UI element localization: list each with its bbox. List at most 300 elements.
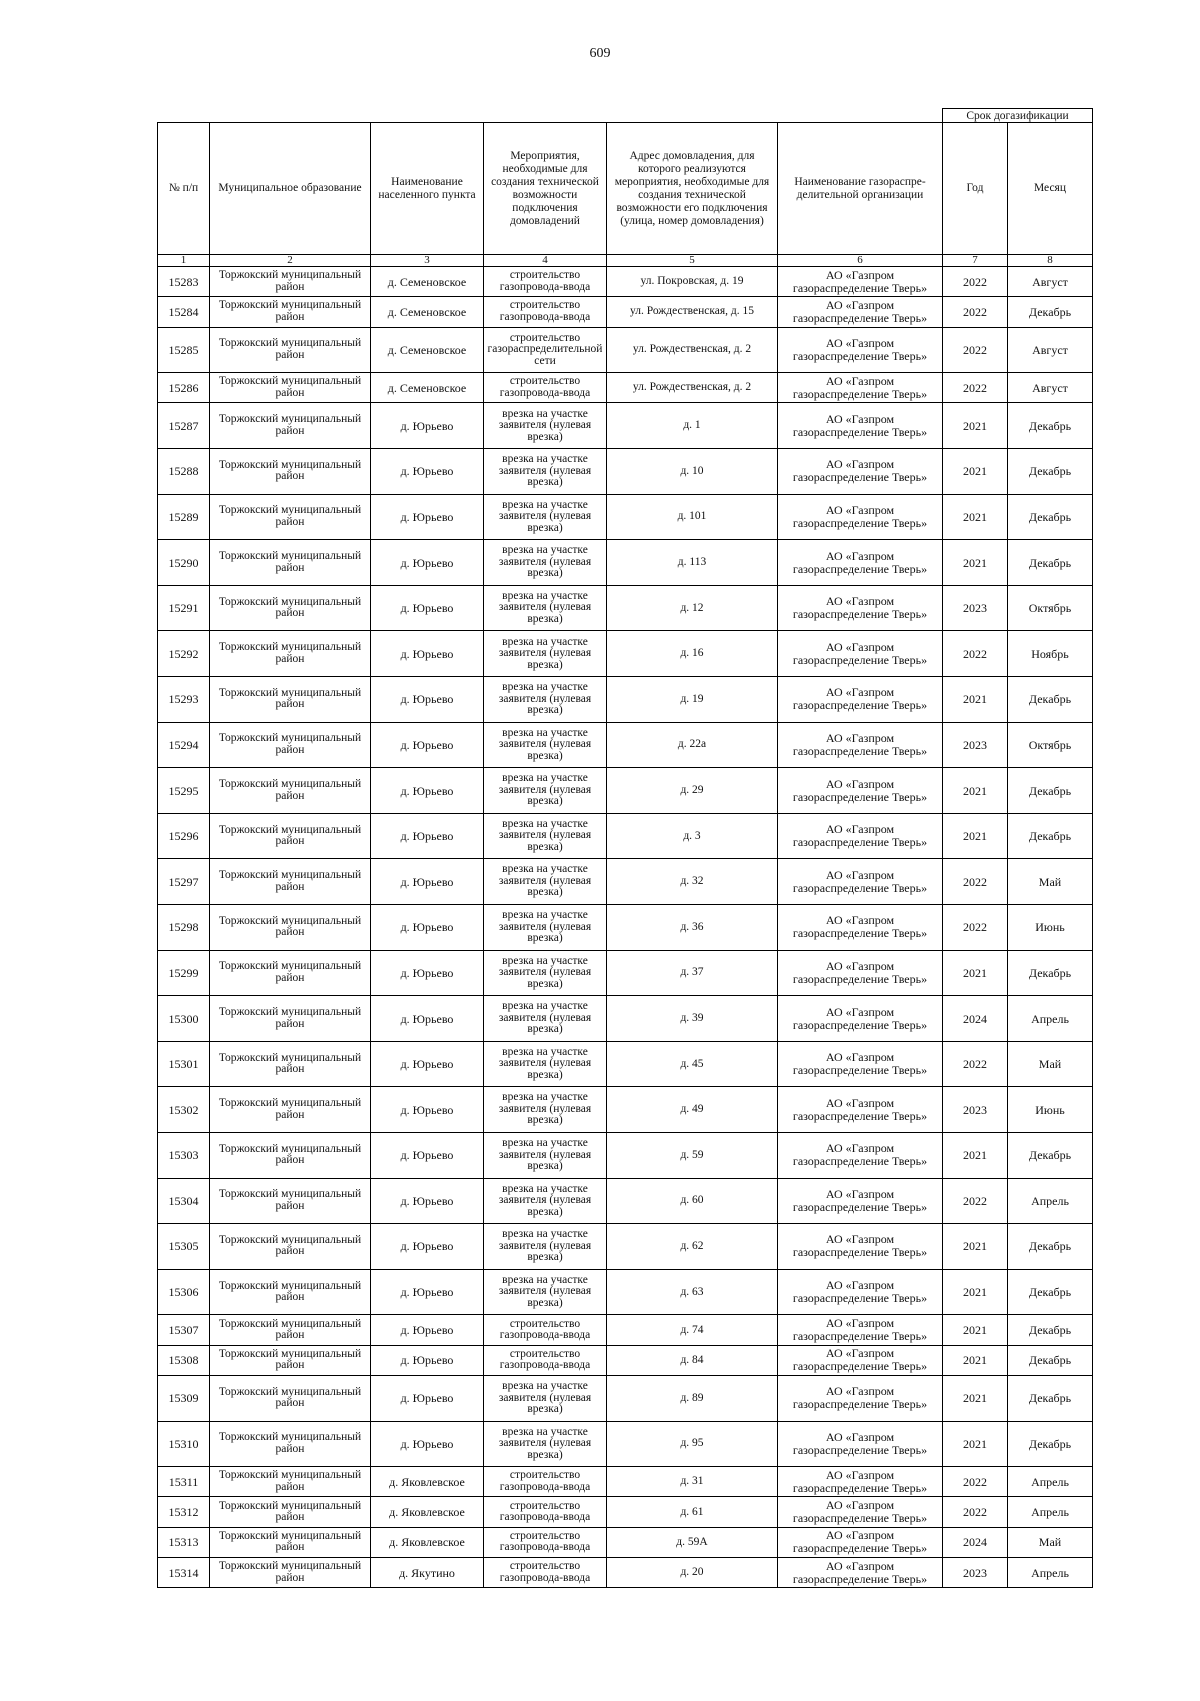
organization-cell: АО «Газпром газораспределение Тверь» bbox=[778, 297, 943, 327]
municipality-cell: Торжокский муниципальный район bbox=[210, 267, 371, 297]
month-cell: Декабрь bbox=[1008, 494, 1093, 540]
header-municipality: Муниципальное образование bbox=[210, 123, 371, 255]
row-number-cell: 15285 bbox=[158, 327, 210, 373]
month-cell: Декабрь bbox=[1008, 677, 1093, 723]
year-cell: 2021 bbox=[943, 950, 1008, 996]
address-cell: д. 74 bbox=[607, 1315, 778, 1345]
year-cell: 2022 bbox=[943, 327, 1008, 373]
municipality-cell: Торжокский муниципальный район bbox=[210, 905, 371, 951]
year-cell: 2021 bbox=[943, 1224, 1008, 1270]
table-row bbox=[158, 631, 1093, 677]
header-row-top bbox=[158, 109, 1093, 123]
municipality-cell: Торжокский муниципальный район bbox=[210, 1269, 371, 1315]
year-cell: 2024 bbox=[943, 996, 1008, 1042]
month-cell: Декабрь bbox=[1008, 1269, 1093, 1315]
year-cell: 2021 bbox=[943, 1375, 1008, 1421]
settlement-cell: д. Юрьево bbox=[371, 722, 484, 768]
page-number: 609 bbox=[589, 46, 611, 61]
month-cell: Август bbox=[1008, 327, 1093, 373]
settlement-cell: д. Яковлевское bbox=[371, 1497, 484, 1527]
table-row bbox=[158, 1087, 1093, 1133]
measure-cell: строительство газопровода-ввода bbox=[484, 373, 607, 403]
municipality-cell: Торжокский муниципальный район bbox=[210, 1375, 371, 1421]
row-number-cell: 15301 bbox=[158, 1041, 210, 1087]
month-cell: Декабрь bbox=[1008, 1375, 1093, 1421]
address-cell: д. 45 bbox=[607, 1041, 778, 1087]
table-row bbox=[158, 540, 1093, 586]
measure-cell: строительство газораспределительной сети bbox=[484, 327, 607, 373]
measure-cell: строительство газопровода-ввода bbox=[484, 1527, 607, 1557]
table-row bbox=[158, 996, 1093, 1042]
year-cell: 2022 bbox=[943, 1041, 1008, 1087]
address-cell: ул. Рождественская, д. 2 bbox=[607, 327, 778, 373]
table-row bbox=[158, 722, 1093, 768]
month-cell: Декабрь bbox=[1008, 813, 1093, 859]
municipality-cell: Торжокский муниципальный район bbox=[210, 373, 371, 403]
address-cell: д. 10 bbox=[607, 449, 778, 495]
address-cell: д. 59 bbox=[607, 1132, 778, 1178]
table-body bbox=[158, 267, 1093, 1588]
row-number-cell: 15284 bbox=[158, 297, 210, 327]
measure-cell: врезка на участке заявителя (нулевая врезка) bbox=[484, 1041, 607, 1087]
address-cell: д. 101 bbox=[607, 494, 778, 540]
column-number-label: 1 bbox=[158, 255, 210, 267]
row-number-cell: 15299 bbox=[158, 950, 210, 996]
organization-cell: АО «Газпром газораспределение Тверь» bbox=[778, 1041, 943, 1087]
month-cell: Октябрь bbox=[1008, 585, 1093, 631]
settlement-cell: д. Юрьево bbox=[371, 950, 484, 996]
municipality-cell: Торжокский муниципальный район bbox=[210, 1087, 371, 1133]
organization-cell: АО «Газпром газораспределение Тверь» bbox=[778, 585, 943, 631]
table-row bbox=[158, 373, 1093, 403]
organization-cell: АО «Газпром газораспределение Тверь» bbox=[778, 1467, 943, 1497]
measure-cell: врезка на участке заявителя (нулевая врезка) bbox=[484, 540, 607, 586]
row-number-cell: 15289 bbox=[158, 494, 210, 540]
measure-cell: строительство газопровода-ввода bbox=[484, 297, 607, 327]
table-row bbox=[158, 1269, 1093, 1315]
month-cell: Декабрь bbox=[1008, 540, 1093, 586]
column-number-label: 2 bbox=[210, 255, 371, 267]
address-cell: ул. Рождественская, д. 2 bbox=[607, 373, 778, 403]
address-cell: д. 16 bbox=[607, 631, 778, 677]
organization-cell: АО «Газпром газораспределение Тверь» bbox=[778, 1497, 943, 1527]
address-cell: д. 31 bbox=[607, 1467, 778, 1497]
row-number-cell: 15286 bbox=[158, 373, 210, 403]
organization-cell: АО «Газпром газораспределение Тверь» bbox=[778, 1224, 943, 1270]
month-cell: Декабрь bbox=[1008, 449, 1093, 495]
header-year: Год bbox=[943, 123, 1008, 255]
year-cell: 2021 bbox=[943, 813, 1008, 859]
measure-cell: врезка на участке заявителя (нулевая врезка) bbox=[484, 631, 607, 677]
year-cell: 2023 bbox=[943, 585, 1008, 631]
organization-cell: АО «Газпром газораспределение Тверь» bbox=[778, 1315, 943, 1345]
measure-cell: врезка на участке заявителя (нулевая врезка) bbox=[484, 813, 607, 859]
measure-cell: врезка на участке заявителя (нулевая врезка) bbox=[484, 1178, 607, 1224]
table-row bbox=[158, 859, 1093, 905]
row-number-cell: 15306 bbox=[158, 1269, 210, 1315]
address-cell: д. 12 bbox=[607, 585, 778, 631]
settlement-cell: д. Юрьево bbox=[371, 585, 484, 631]
header-number: № п/п bbox=[158, 123, 210, 255]
settlement-cell: д. Юрьево bbox=[371, 1224, 484, 1270]
settlement-cell: д. Юрьево bbox=[371, 1315, 484, 1345]
measure-cell: строительство газопровода-ввода bbox=[484, 1497, 607, 1527]
measure-cell: строительство газопровода-ввода bbox=[484, 1558, 607, 1588]
municipality-cell: Торжокский муниципальный район bbox=[210, 768, 371, 814]
table-row bbox=[158, 267, 1093, 297]
address-cell: д. 60 bbox=[607, 1178, 778, 1224]
measure-cell: врезка на участке заявителя (нулевая врезка) bbox=[484, 1269, 607, 1315]
row-number-cell: 15290 bbox=[158, 540, 210, 586]
settlement-cell: д. Юрьево bbox=[371, 449, 484, 495]
year-cell: 2022 bbox=[943, 905, 1008, 951]
year-cell: 2021 bbox=[943, 1421, 1008, 1467]
year-cell: 2022 bbox=[943, 1178, 1008, 1224]
municipality-cell: Торжокский муниципальный район bbox=[210, 1467, 371, 1497]
measure-cell: врезка на участке заявителя (нулевая врезка) bbox=[484, 1375, 607, 1421]
address-cell: д. 62 bbox=[607, 1224, 778, 1270]
month-cell: Май bbox=[1008, 859, 1093, 905]
table-row bbox=[158, 327, 1093, 373]
address-cell: д. 39 bbox=[607, 996, 778, 1042]
table-row bbox=[158, 1132, 1093, 1178]
row-number-cell: 15291 bbox=[158, 585, 210, 631]
table-row bbox=[158, 494, 1093, 540]
organization-cell: АО «Газпром газораспределение Тверь» bbox=[778, 373, 943, 403]
header-row-numbers bbox=[158, 255, 1093, 267]
header-organization: Наименование газораспре-делительной организации bbox=[778, 123, 943, 255]
year-cell: 2022 bbox=[943, 859, 1008, 905]
measure-cell: врезка на участке заявителя (нулевая врезка) bbox=[484, 585, 607, 631]
header-row-main bbox=[158, 123, 1093, 255]
municipality-cell: Торжокский муниципальный район bbox=[210, 631, 371, 677]
organization-cell: АО «Газпром газораспределение Тверь» bbox=[778, 1558, 943, 1588]
organization-cell: АО «Газпром газораспределение Тверь» bbox=[778, 996, 943, 1042]
municipality-cell: Торжокский муниципальный район bbox=[210, 585, 371, 631]
address-cell: д. 20 bbox=[607, 1558, 778, 1588]
measure-cell: врезка на участке заявителя (нулевая врезка) bbox=[484, 677, 607, 723]
year-cell: 2021 bbox=[943, 449, 1008, 495]
month-cell: Апрель bbox=[1008, 1467, 1093, 1497]
settlement-cell: д. Юрьево bbox=[371, 1041, 484, 1087]
organization-cell: АО «Газпром газораспределение Тверь» bbox=[778, 1345, 943, 1375]
municipality-cell: Торжокский муниципальный район bbox=[210, 297, 371, 327]
settlement-cell: д. Юрьево bbox=[371, 996, 484, 1042]
settlement-cell: д. Юрьево bbox=[371, 768, 484, 814]
address-cell: д. 32 bbox=[607, 859, 778, 905]
municipality-cell: Торжокский муниципальный район bbox=[210, 950, 371, 996]
measure-cell: врезка на участке заявителя (нулевая врезка) bbox=[484, 449, 607, 495]
month-cell: Декабрь bbox=[1008, 403, 1093, 449]
municipality-cell: Торжокский муниципальный район bbox=[210, 677, 371, 723]
organization-cell: АО «Газпром газораспределение Тверь» bbox=[778, 813, 943, 859]
year-cell: 2021 bbox=[943, 540, 1008, 586]
row-number-cell: 15305 bbox=[158, 1224, 210, 1270]
header-spacer bbox=[158, 109, 943, 123]
year-cell: 2022 bbox=[943, 1467, 1008, 1497]
year-cell: 2021 bbox=[943, 768, 1008, 814]
year-cell: 2022 bbox=[943, 297, 1008, 327]
municipality-cell: Торжокский муниципальный район bbox=[210, 1558, 371, 1588]
address-cell: д. 1 bbox=[607, 403, 778, 449]
row-number-cell: 15288 bbox=[158, 449, 210, 495]
settlement-cell: д. Юрьево bbox=[371, 1345, 484, 1375]
table-row bbox=[158, 449, 1093, 495]
organization-cell: АО «Газпром газораспределение Тверь» bbox=[778, 768, 943, 814]
municipality-cell: Торжокский муниципальный район bbox=[210, 813, 371, 859]
organization-cell: АО «Газпром газораспределение Тверь» bbox=[778, 1421, 943, 1467]
organization-cell: АО «Газпром газораспределение Тверь» bbox=[778, 267, 943, 297]
row-number-cell: 15298 bbox=[158, 905, 210, 951]
row-number-cell: 15313 bbox=[158, 1527, 210, 1557]
measure-cell: врезка на участке заявителя (нулевая врезка) bbox=[484, 996, 607, 1042]
organization-cell: АО «Газпром газораспределение Тверь» bbox=[778, 1527, 943, 1557]
month-cell: Апрель bbox=[1008, 1178, 1093, 1224]
year-cell: 2021 bbox=[943, 677, 1008, 723]
address-cell: ул. Покровская, д. 19 bbox=[607, 267, 778, 297]
municipality-cell: Торжокский муниципальный район bbox=[210, 1497, 371, 1527]
month-cell: Июнь bbox=[1008, 905, 1093, 951]
municipality-cell: Торжокский муниципальный район bbox=[210, 540, 371, 586]
settlement-cell: д. Юрьево bbox=[371, 1375, 484, 1421]
row-number-cell: 15287 bbox=[158, 403, 210, 449]
table-row bbox=[158, 403, 1093, 449]
gasification-table bbox=[157, 108, 1093, 1588]
row-number-cell: 15303 bbox=[158, 1132, 210, 1178]
measure-cell: врезка на участке заявителя (нулевая врезка) bbox=[484, 1421, 607, 1467]
address-cell: д. 89 bbox=[607, 1375, 778, 1421]
table-row bbox=[158, 1041, 1093, 1087]
settlement-cell: д. Юрьево bbox=[371, 1178, 484, 1224]
month-cell: Декабрь bbox=[1008, 1421, 1093, 1467]
measure-cell: врезка на участке заявителя (нулевая врезка) bbox=[484, 905, 607, 951]
address-cell: д. 84 bbox=[607, 1345, 778, 1375]
table-row bbox=[158, 768, 1093, 814]
column-number-label: 4 bbox=[484, 255, 607, 267]
measure-cell: строительство газопровода-ввода bbox=[484, 1315, 607, 1345]
measure-cell: строительство газопровода-ввода bbox=[484, 1467, 607, 1497]
address-cell: д. 59А bbox=[607, 1527, 778, 1557]
month-cell: Декабрь bbox=[1008, 1315, 1093, 1345]
table-row bbox=[158, 677, 1093, 723]
organization-cell: АО «Газпром газораспределение Тверь» bbox=[778, 403, 943, 449]
organization-cell: АО «Газпром газораспределение Тверь» bbox=[778, 494, 943, 540]
month-cell: Октябрь bbox=[1008, 722, 1093, 768]
organization-cell: АО «Газпром газораспределение Тверь» bbox=[778, 449, 943, 495]
row-number-cell: 15295 bbox=[158, 768, 210, 814]
settlement-cell: д. Семеновское bbox=[371, 327, 484, 373]
table-row bbox=[158, 1315, 1093, 1345]
organization-cell: АО «Газпром газораспределение Тверь» bbox=[778, 1178, 943, 1224]
address-cell: д. 113 bbox=[607, 540, 778, 586]
year-cell: 2021 bbox=[943, 494, 1008, 540]
municipality-cell: Торжокский муниципальный район bbox=[210, 1345, 371, 1375]
year-cell: 2022 bbox=[943, 631, 1008, 677]
header-month: Месяц bbox=[1008, 123, 1093, 255]
row-number-cell: 15293 bbox=[158, 677, 210, 723]
month-cell: Май bbox=[1008, 1041, 1093, 1087]
month-cell: Август bbox=[1008, 267, 1093, 297]
column-number-label: 8 bbox=[1008, 255, 1093, 267]
organization-cell: АО «Газпром газораспределение Тверь» bbox=[778, 327, 943, 373]
municipality-cell: Торжокский муниципальный район bbox=[210, 449, 371, 495]
organization-cell: АО «Газпром газораспределение Тверь» bbox=[778, 1269, 943, 1315]
address-cell: д. 49 bbox=[607, 1087, 778, 1133]
table-row bbox=[158, 1178, 1093, 1224]
column-number-label: 5 bbox=[607, 255, 778, 267]
settlement-cell: д. Юрьево bbox=[371, 1132, 484, 1178]
settlement-cell: д. Юрьево bbox=[371, 1269, 484, 1315]
settlement-cell: д. Семеновское bbox=[371, 297, 484, 327]
address-cell: д. 95 bbox=[607, 1421, 778, 1467]
municipality-cell: Торжокский муниципальный район bbox=[210, 996, 371, 1042]
organization-cell: АО «Газпром газораспределение Тверь» bbox=[778, 1132, 943, 1178]
year-cell: 2021 bbox=[943, 403, 1008, 449]
header-address: Адрес домовладения, для которого реализуются мероприятия, необходимые для создания технической возможности его подключения (улица, номер домовладения) bbox=[607, 123, 778, 255]
year-cell: 2021 bbox=[943, 1132, 1008, 1178]
row-number-cell: 15310 bbox=[158, 1421, 210, 1467]
table-row bbox=[158, 905, 1093, 951]
measure-cell: врезка на участке заявителя (нулевая врезка) bbox=[484, 403, 607, 449]
row-number-cell: 15302 bbox=[158, 1087, 210, 1133]
year-cell: 2022 bbox=[943, 1497, 1008, 1527]
header-settlement: Наименование населенного пункта bbox=[371, 123, 484, 255]
measure-cell: врезка на участке заявителя (нулевая врезка) bbox=[484, 1087, 607, 1133]
row-number-cell: 15308 bbox=[158, 1345, 210, 1375]
municipality-cell: Торжокский муниципальный район bbox=[210, 494, 371, 540]
settlement-cell: д. Юрьево bbox=[371, 677, 484, 723]
organization-cell: АО «Газпром газораспределение Тверь» bbox=[778, 677, 943, 723]
column-number-label: 7 bbox=[943, 255, 1008, 267]
organization-cell: АО «Газпром газораспределение Тверь» bbox=[778, 631, 943, 677]
year-cell: 2024 bbox=[943, 1527, 1008, 1557]
row-number-cell: 15300 bbox=[158, 996, 210, 1042]
settlement-cell: д. Яковлевское bbox=[371, 1467, 484, 1497]
table-row bbox=[158, 1467, 1093, 1497]
municipality-cell: Торжокский муниципальный район bbox=[210, 327, 371, 373]
settlement-cell: д. Юрьево bbox=[371, 631, 484, 677]
table-row bbox=[158, 1497, 1093, 1527]
municipality-cell: Торжокский муниципальный район bbox=[210, 1315, 371, 1345]
year-cell: 2021 bbox=[943, 1345, 1008, 1375]
settlement-cell: д. Юрьево bbox=[371, 494, 484, 540]
measure-cell: строительство газопровода-ввода bbox=[484, 267, 607, 297]
measure-cell: врезка на участке заявителя (нулевая врезка) bbox=[484, 494, 607, 540]
municipality-cell: Торжокский муниципальный район bbox=[210, 859, 371, 905]
organization-cell: АО «Газпром газораспределение Тверь» bbox=[778, 1375, 943, 1421]
month-cell: Декабрь bbox=[1008, 1132, 1093, 1178]
year-cell: 2023 bbox=[943, 1558, 1008, 1588]
municipality-cell: Торжокский муниципальный район bbox=[210, 1527, 371, 1557]
month-cell: Август bbox=[1008, 373, 1093, 403]
header-measures: Мероприятия, необходимые для создания технической возможности подключения домовладений bbox=[484, 123, 607, 255]
table-row bbox=[158, 1375, 1093, 1421]
row-number-cell: 15304 bbox=[158, 1178, 210, 1224]
settlement-cell: д. Юрьево bbox=[371, 1421, 484, 1467]
municipality-cell: Торжокский муниципальный район bbox=[210, 1178, 371, 1224]
organization-cell: АО «Газпром газораспределение Тверь» bbox=[778, 950, 943, 996]
measure-cell: врезка на участке заявителя (нулевая врезка) bbox=[484, 1132, 607, 1178]
row-number-cell: 15296 bbox=[158, 813, 210, 859]
organization-cell: АО «Газпром газораспределение Тверь» bbox=[778, 1087, 943, 1133]
row-number-cell: 15294 bbox=[158, 722, 210, 768]
settlement-cell: д. Юрьево bbox=[371, 403, 484, 449]
municipality-cell: Торжокский муниципальный район bbox=[210, 722, 371, 768]
municipality-cell: Торжокский муниципальный район bbox=[210, 1132, 371, 1178]
organization-cell: АО «Газпром газораспределение Тверь» bbox=[778, 722, 943, 768]
settlement-cell: д. Юрьево bbox=[371, 859, 484, 905]
row-number-cell: 15311 bbox=[158, 1467, 210, 1497]
header-deadline-group: Срок догазификации bbox=[943, 109, 1093, 123]
address-cell: д. 37 bbox=[607, 950, 778, 996]
month-cell: Апрель bbox=[1008, 996, 1093, 1042]
organization-cell: АО «Газпром газораспределение Тверь» bbox=[778, 540, 943, 586]
address-cell: д. 19 bbox=[607, 677, 778, 723]
month-cell: Май bbox=[1008, 1527, 1093, 1557]
settlement-cell: д. Семеновское bbox=[371, 267, 484, 297]
month-cell: Декабрь bbox=[1008, 297, 1093, 327]
table-row bbox=[158, 1527, 1093, 1557]
settlement-cell: д. Яковлевское bbox=[371, 1527, 484, 1557]
year-cell: 2022 bbox=[943, 267, 1008, 297]
settlement-cell: д. Якутино bbox=[371, 1558, 484, 1588]
organization-cell: АО «Газпром газораспределение Тверь» bbox=[778, 905, 943, 951]
month-cell: Декабрь bbox=[1008, 768, 1093, 814]
measure-cell: врезка на участке заявителя (нулевая врезка) bbox=[484, 950, 607, 996]
year-cell: 2021 bbox=[943, 1269, 1008, 1315]
table-row bbox=[158, 950, 1093, 996]
month-cell: Декабрь bbox=[1008, 1224, 1093, 1270]
measure-cell: врезка на участке заявителя (нулевая врезка) bbox=[484, 1224, 607, 1270]
column-number-label: 3 bbox=[371, 255, 484, 267]
table-row bbox=[158, 297, 1093, 327]
month-cell: Апрель bbox=[1008, 1558, 1093, 1588]
settlement-cell: д. Юрьево bbox=[371, 813, 484, 859]
address-cell: д. 29 bbox=[607, 768, 778, 814]
row-number-cell: 15309 bbox=[158, 1375, 210, 1421]
measure-cell: врезка на участке заявителя (нулевая врезка) bbox=[484, 859, 607, 905]
table-row bbox=[158, 1421, 1093, 1467]
row-number-cell: 15307 bbox=[158, 1315, 210, 1345]
row-number-cell: 15297 bbox=[158, 859, 210, 905]
column-number-label: 6 bbox=[778, 255, 943, 267]
month-cell: Декабрь bbox=[1008, 1345, 1093, 1375]
month-cell: Ноябрь bbox=[1008, 631, 1093, 677]
organization-cell: АО «Газпром газораспределение Тверь» bbox=[778, 859, 943, 905]
address-cell: ул. Рождественская, д. 15 bbox=[607, 297, 778, 327]
municipality-cell: Торжокский муниципальный район bbox=[210, 403, 371, 449]
row-number-cell: 15312 bbox=[158, 1497, 210, 1527]
table-row bbox=[158, 1558, 1093, 1588]
settlement-cell: д. Семеновское bbox=[371, 373, 484, 403]
municipality-cell: Торжокский муниципальный район bbox=[210, 1421, 371, 1467]
measure-cell: строительство газопровода-ввода bbox=[484, 1345, 607, 1375]
address-cell: д. 36 bbox=[607, 905, 778, 951]
table-row bbox=[158, 813, 1093, 859]
settlement-cell: д. Юрьево bbox=[371, 1087, 484, 1133]
table-row bbox=[158, 1224, 1093, 1270]
month-cell: Декабрь bbox=[1008, 950, 1093, 996]
row-number-cell: 15292 bbox=[158, 631, 210, 677]
table-row bbox=[158, 585, 1093, 631]
measure-cell: врезка на участке заявителя (нулевая врезка) bbox=[484, 768, 607, 814]
month-cell: Июнь bbox=[1008, 1087, 1093, 1133]
table-row bbox=[158, 1345, 1093, 1375]
month-cell: Апрель bbox=[1008, 1497, 1093, 1527]
measure-cell: врезка на участке заявителя (нулевая врезка) bbox=[484, 722, 607, 768]
year-cell: 2023 bbox=[943, 1087, 1008, 1133]
year-cell: 2022 bbox=[943, 373, 1008, 403]
